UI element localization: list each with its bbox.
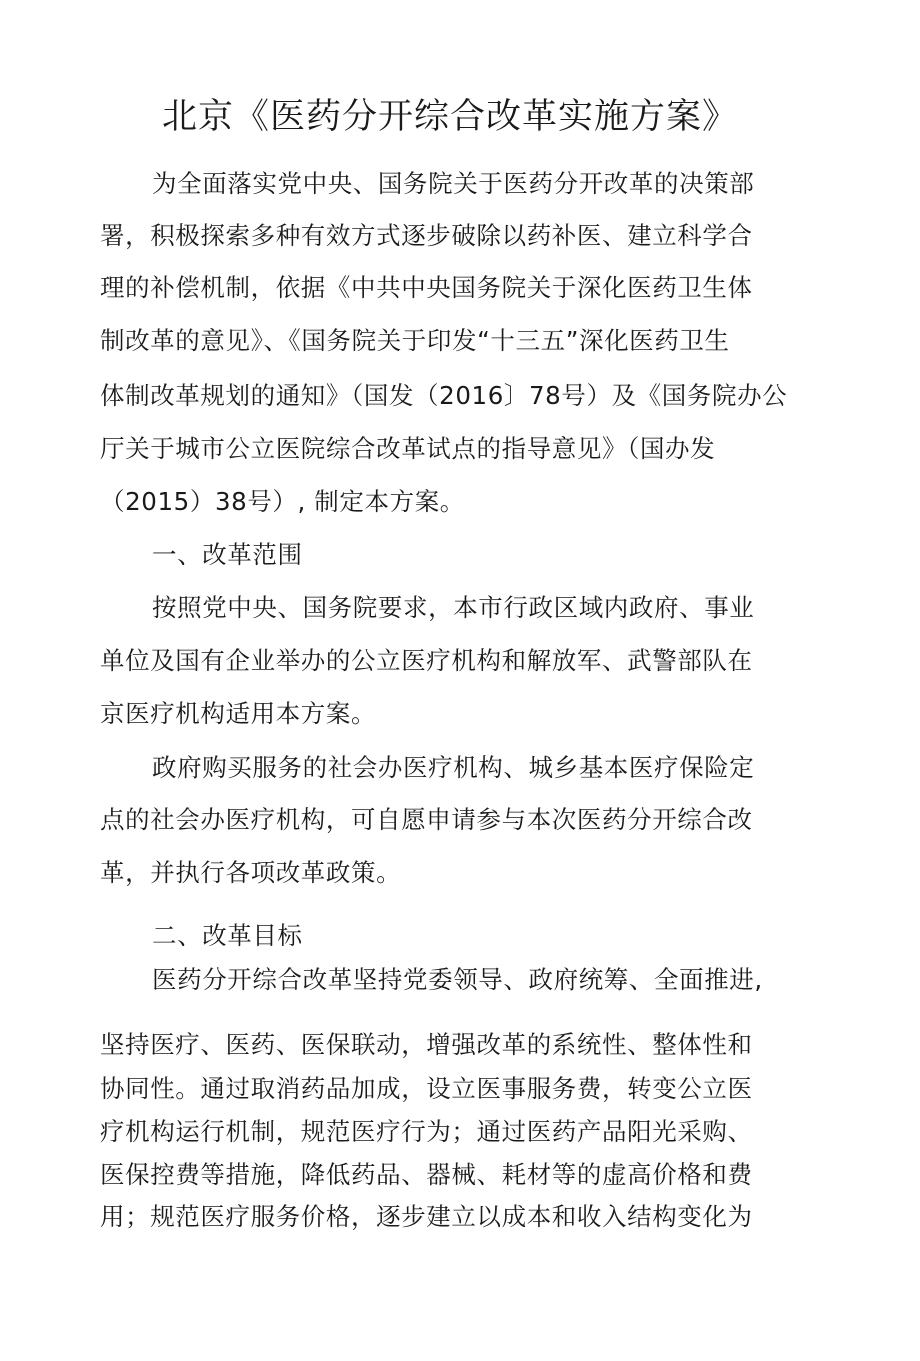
section-1-para-1-line-2: 单位及国有企业举办的公立医疗机构和解放军、武警部队在 [100, 646, 753, 675]
section-1-para-2-line-2: 点的社会办医疗机构，可自愿申请参与本次医药分开综合改 [100, 805, 753, 834]
section-2-para-1-line-1: 医药分开综合改革坚持党委领导、政府统筹、全面推进, [152, 965, 763, 994]
section-2-heading: 二、改革目标 [152, 921, 303, 950]
section-2-para-1-line-6: 用；规范医疗服务价格，逐步建立以成本和收入结构变化为 [100, 1202, 753, 1231]
section-2-para-1-line-3: 协同性。通过取消药品加成，设立医事服务费，转变公立医 [100, 1074, 753, 1103]
intro-line-3: 理的补偿机制，依据《中共中央国务院关于深化医药卫生体 [100, 273, 753, 302]
intro-line-7: （2015）38号）, 制定本方案。 [100, 487, 465, 516]
section-2-para-1-line-4: 疗机构运行机制，规范医疗行为；通过医药产品阳光采购、 [100, 1117, 753, 1146]
intro-line-1: 为全面落实党中央、国务院关于医药分开改革的决策部 [152, 169, 755, 198]
intro-line-5: 体制改革规划的通知》（国发（2016〕78号）及《国务院办公 [100, 381, 788, 410]
section-2-para-1-line-5: 医保控费等措施，降低药品、器械、耗材等的虚高价格和费 [100, 1160, 753, 1189]
section-1-para-2-line-1: 政府购买服务的社会办医疗机构、城乡基本医疗保险定 [152, 753, 755, 782]
section-1-para-2-line-3: 革，并执行各项改革政策。 [100, 858, 402, 887]
section-1-para-1-line-3: 京医疗机构适用本方案。 [100, 699, 377, 728]
section-2-para-1-line-2: 坚持医疗、医药、医保联动，增强改革的系统性、整体性和 [100, 1030, 753, 1059]
section-1-para-1-line-1: 按照党中央、国务院要求，本市行政区域内政府、事业 [152, 593, 755, 622]
section-1-heading: 一、改革范围 [152, 540, 303, 569]
intro-line-4: 制改革的意见》、《国务院关于印发“十三五”深化医药卫生 [100, 326, 730, 355]
intro-line-6: 厅关于城市公立医院综合改革试点的指导意见》（国办发 [100, 434, 716, 463]
document-title: 北京《医药分开综合改革实施方案》 [161, 97, 738, 137]
intro-line-2: 署，积极探索多种有效方式逐步破除以药补医、建立科学合 [100, 221, 753, 250]
